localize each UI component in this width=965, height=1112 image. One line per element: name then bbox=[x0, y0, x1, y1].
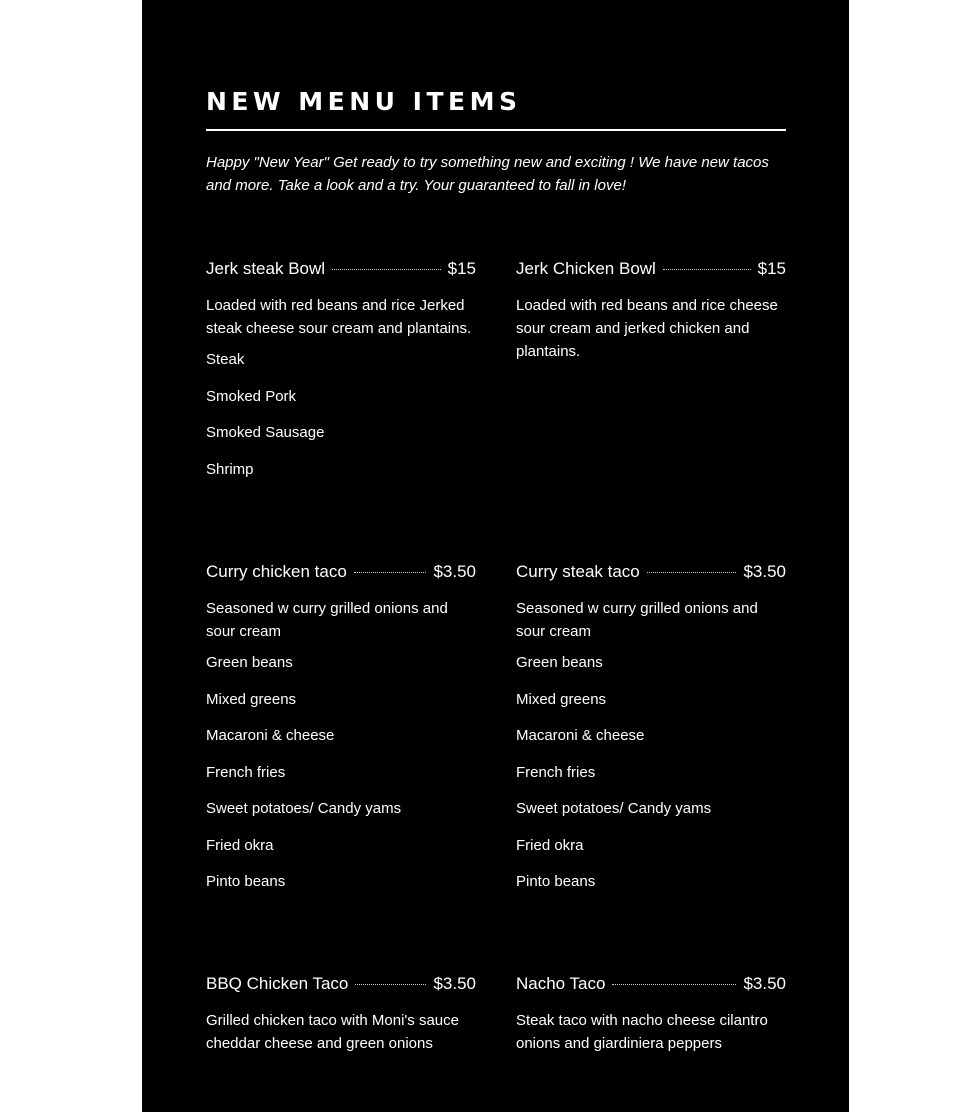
dot-leader bbox=[647, 572, 737, 573]
item-description: Steak taco with nacho cheese cilantro onions and giardiniera peppers bbox=[516, 1012, 768, 1052]
dot-leader bbox=[332, 269, 441, 270]
item-name: Nacho Taco bbox=[516, 974, 606, 993]
item-header bbox=[206, 973, 476, 995]
option-item: Sweet potatoes/ Candy yams bbox=[206, 800, 402, 817]
item-description: Loaded with red beans and rice Jerked steak cheese sour cream and plantains. bbox=[206, 297, 472, 337]
item-description: Loaded with red beans and rice cheese sour cream and jerked chicken and plantains. bbox=[516, 297, 778, 360]
menu-item-curry-chicken-taco bbox=[206, 561, 476, 907]
option-item: Pinto beans bbox=[206, 873, 286, 890]
item-price: $3.50 bbox=[433, 974, 476, 993]
menu-intro: Happy "New Year" Get ready to try something new and exciting ! We have new tacos and more. Take a look and a try. Your guaranteed to fall in love! bbox=[206, 154, 769, 194]
option-item: Sweet potatoes/ Candy yams bbox=[516, 800, 712, 817]
dot-leader bbox=[355, 984, 426, 985]
item-header bbox=[206, 561, 476, 583]
item-price: $3.50 bbox=[433, 562, 476, 581]
dot-leader bbox=[354, 572, 427, 573]
item-name: BBQ Chicken Taco bbox=[206, 974, 349, 993]
option-item: Macaroni & cheese bbox=[516, 727, 645, 744]
option-item: Green beans bbox=[206, 654, 293, 671]
option-item: Green beans bbox=[516, 654, 603, 671]
title-divider bbox=[206, 129, 786, 131]
menu-title: NEW MENU ITEMS bbox=[206, 87, 522, 116]
item-price: $15 bbox=[447, 259, 476, 278]
option-item: Smoked Sausage bbox=[206, 424, 325, 441]
option-item: Pinto beans bbox=[516, 873, 596, 890]
dot-leader bbox=[612, 984, 736, 985]
item-options bbox=[206, 348, 476, 494]
option-item: Shrimp bbox=[206, 460, 254, 478]
dot-leader bbox=[663, 269, 751, 270]
option-item: Mixed greens bbox=[516, 690, 607, 708]
item-description: Grilled chicken taco with Moni's sauce cheddar cheese and green onions bbox=[206, 1012, 459, 1052]
option-item: Smoked Pork bbox=[206, 387, 297, 405]
menu-item-bbq-chicken-taco bbox=[206, 973, 476, 1055]
item-name: Jerk Chicken Bowl bbox=[516, 259, 656, 278]
item-description: Seasoned w curry grilled onions and sour cream bbox=[516, 600, 758, 640]
option-item: Fried okra bbox=[516, 836, 584, 854]
option-item: French fries bbox=[516, 763, 596, 781]
item-header bbox=[516, 561, 786, 583]
option-item: French fries bbox=[206, 763, 286, 781]
item-name: Curry steak taco bbox=[516, 562, 640, 581]
item-options bbox=[516, 651, 786, 907]
item-name: Curry chicken taco bbox=[206, 562, 347, 581]
item-price: $3.50 bbox=[743, 562, 786, 581]
item-price: $3.50 bbox=[743, 974, 786, 993]
option-item: Fried okra bbox=[206, 836, 274, 854]
menu-item-jerk-chicken-bowl bbox=[516, 258, 786, 363]
item-header bbox=[516, 258, 786, 280]
item-options bbox=[206, 651, 476, 907]
item-header bbox=[516, 973, 786, 995]
option-item: Mixed greens bbox=[206, 690, 297, 708]
menu-item-nacho-taco bbox=[516, 973, 786, 1055]
item-description: Seasoned w curry grilled onions and sour cream bbox=[206, 600, 448, 640]
item-price: $15 bbox=[757, 259, 786, 278]
menu-item-jerk-steak-bowl bbox=[206, 258, 476, 494]
option-item: Macaroni & cheese bbox=[206, 727, 335, 744]
item-header bbox=[206, 258, 476, 280]
menu-item-curry-steak-taco bbox=[516, 561, 786, 907]
item-name: Jerk steak Bowl bbox=[206, 259, 326, 278]
option-item: Steak bbox=[206, 351, 245, 368]
menu-panel bbox=[142, 0, 849, 1112]
